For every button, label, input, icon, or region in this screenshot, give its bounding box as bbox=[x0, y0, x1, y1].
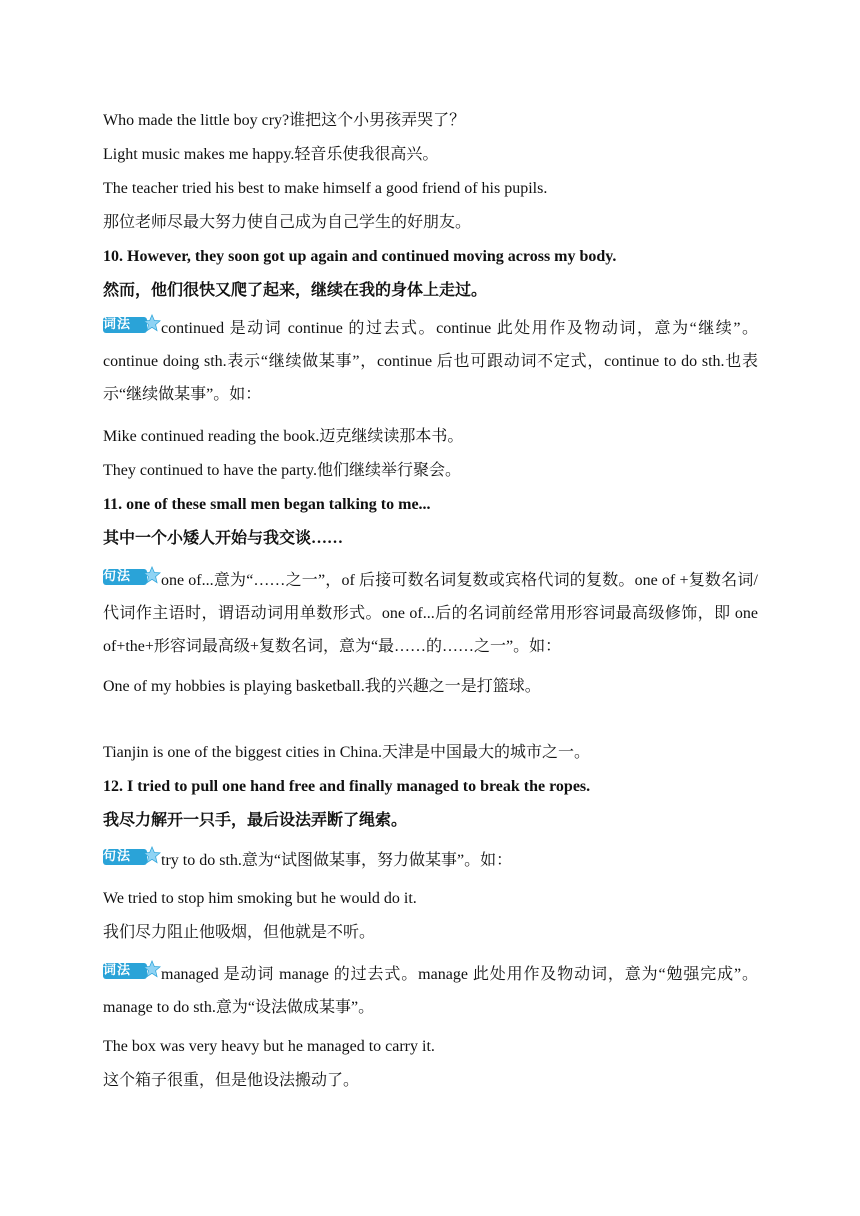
ci-fa-tag-icon: 词法 bbox=[103, 315, 159, 335]
example-sentence: Tianjin is one of the biggest cities in China.天津是中国最大的城市之一。 bbox=[103, 744, 590, 761]
sentence-heading-11: 11. one of these small men began talking to me... bbox=[103, 496, 431, 513]
sentence-translation-12: 我尽力解开一只手，最后设法弄断了绳索。 bbox=[103, 812, 408, 829]
note-text: try to do sth.意为“试图做某事，努力做某事”。如： bbox=[161, 852, 513, 869]
sentence-heading-12: 12. I tried to pull one hand free and finally managed to break the ropes. bbox=[103, 778, 591, 795]
ju-fa-tag-icon: 句法 bbox=[103, 567, 159, 587]
grammar-note-12a bbox=[103, 844, 758, 877]
example-sentence: Who made the little boy cry?谁把这个小男孩弄哭了？ bbox=[103, 112, 466, 129]
note-text: managed 是动词 manage 的过去式。manage 此处用作及物动词，意为“勉强完成”。manage to do sth.意为“设法做成某事”。 bbox=[103, 966, 758, 1016]
example-sentence: We tried to stop him smoking but he would do it. bbox=[103, 890, 417, 907]
example-translation: 那位老师尽最大努力使自己成为自己学生的好朋友。 bbox=[103, 214, 472, 231]
example-sentence: The box was very heavy but he managed to carry it. bbox=[103, 1038, 435, 1055]
note-text: one of...意为“……之一”，of 后接可数名词复数或宾格代词的复数。one of +复数名词/代词作主语时，谓语动词用单数形式。one of...后的名词前经常用形容词最高级修饰，即 one of+the+形容词最高级+复数名词，意为“最……的……之一”。如： bbox=[103, 572, 758, 655]
example-translation: 我们尽力阻止他吸烟，但他就是不听。 bbox=[103, 924, 376, 941]
sentence-translation-10: 然而，他们很快又爬了起来，继续在我的身体上走过。 bbox=[103, 282, 488, 299]
ci-fa-tag-icon: 词法 bbox=[103, 961, 159, 981]
sentence-translation-11: 其中一个小矮人开始与我交谈…… bbox=[103, 530, 344, 547]
grammar-note-10 bbox=[103, 312, 758, 411]
example-sentence: The teacher tried his best to make himself a good friend of his pupils. bbox=[103, 180, 548, 197]
grammar-note-11 bbox=[103, 564, 758, 663]
example-sentence: Light music makes me happy.轻音乐使我很高兴。 bbox=[103, 146, 439, 163]
example-sentence: Mike continued reading the book.迈克继续读那本书。 bbox=[103, 428, 464, 445]
example-sentence: They continued to have the party.他们继续举行聚会。 bbox=[103, 462, 462, 479]
sentence-heading-10: 10. However, they soon got up again and continued moving across my body. bbox=[103, 248, 617, 265]
example-translation: 这个箱子很重，但是他设法搬动了。 bbox=[103, 1072, 360, 1089]
grammar-note-12b bbox=[103, 958, 758, 1024]
note-text: continued 是动词 continue 的过去式。continue 此处用作及物动词，意为“继续”。continue doing sth.表示“继续做某事”，continue 后也可跟动词不定式，continue to do sth.也表示“继续做某事”。如： bbox=[103, 320, 758, 403]
ju-fa-tag-icon: 句法 bbox=[103, 847, 159, 867]
example-sentence: One of my hobbies is playing basketball.我的兴趣之一是打篮球。 bbox=[103, 678, 541, 695]
